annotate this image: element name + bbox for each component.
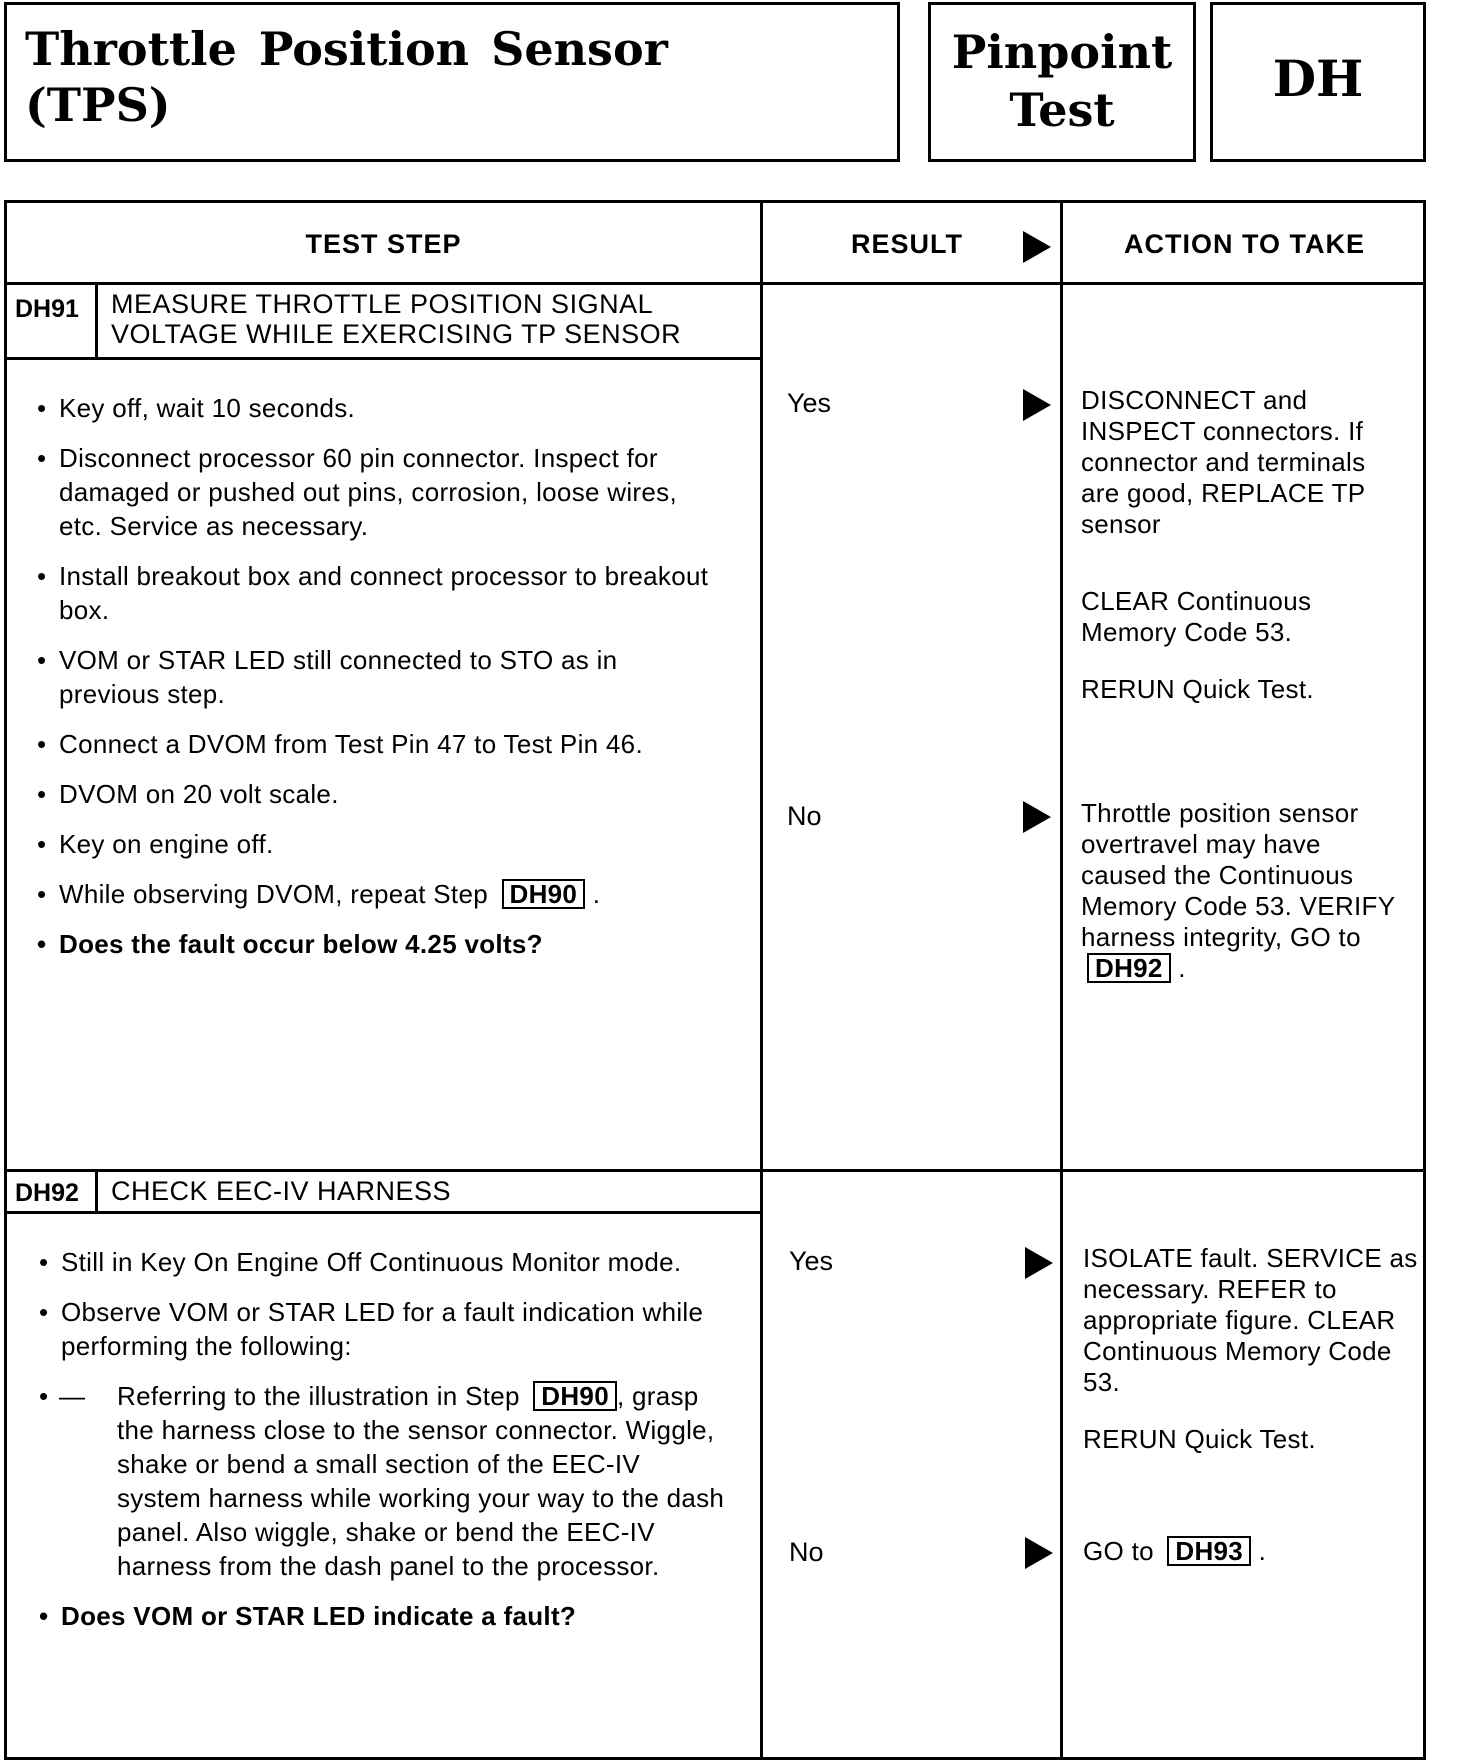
result-no-dh91: No <box>787 801 822 831</box>
column-divider-1 <box>760 203 763 1757</box>
column-divider-2 <box>1060 203 1063 1757</box>
action-yes-dh92 <box>1083 1243 1418 1481</box>
action-text: ISOLATE fault. SERVICE as necessary. REFER to appropriate figure. CLEAR Continuous Memory Code 53. <box>1083 1243 1418 1397</box>
result-arrow-icon <box>1023 801 1051 833</box>
step-question: • Does VOM or STAR LED indicate a fault? <box>15 1599 725 1633</box>
list-item: • Still in Key On Engine Off Continuous Monitor mode. <box>15 1245 725 1279</box>
step-id-divider <box>95 282 98 360</box>
page-title <box>25 21 668 133</box>
test-code-box <box>1210 2 1426 162</box>
step-title-line-1: MEASURE THROTTLE POSITION SIGNAL <box>111 289 654 319</box>
list-item: • Disconnect processor 60 pin connector. Inspect for damaged or pushed out pins, corrosion, loose wires, etc. Service as necessary. <box>13 441 713 543</box>
title-box <box>4 2 900 162</box>
header-action: ACTION TO TAKE <box>1124 229 1365 259</box>
title-line-1: Throttle Position Sensor <box>25 22 668 76</box>
header-test-step: TEST STEP <box>305 229 462 259</box>
step-ref-dh90[interactable]: DH90 <box>533 1381 617 1411</box>
action-text: GO to <box>1083 1536 1154 1566</box>
pinpoint-line-1: Pinpoint <box>951 25 1173 79</box>
step-bullets-dh92 <box>15 1245 725 1649</box>
step-bullets-dh91 <box>13 391 713 977</box>
list-item <box>13 877 713 911</box>
title-line-2: (TPS) <box>25 78 171 132</box>
step-title-dh92: CHECK EEC-IV HARNESS <box>111 1176 452 1206</box>
action-text: DISCONNECT and INSPECT connectors. If connector and terminals are good, REPLACE TP sensor <box>1081 385 1366 539</box>
result-yes-dh92: Yes <box>789 1246 834 1276</box>
action-no-dh91 <box>1081 798 1411 984</box>
result-arrow-icon <box>1025 1537 1053 1569</box>
step-title-line-2: VOLTAGE WHILE EXERCISING TP SENSOR <box>111 319 682 349</box>
sub-item-text: Referring to the illustration in Step <box>117 1381 520 1411</box>
action-text: RERUN Quick Test. <box>1083 1424 1316 1454</box>
step-id-divider <box>95 1169 98 1214</box>
result-arrow-icon <box>1023 389 1051 421</box>
step-title-dh91 <box>111 289 681 349</box>
list-item: • Key on engine off. <box>13 827 713 861</box>
ref-suffix: . <box>1258 1536 1267 1566</box>
header-arrow-icon <box>1023 231 1051 263</box>
action-text: Throttle position sensor overtravel may have caused the Continuous Memory Code 53. VERIFY harness integrity, GO to <box>1081 798 1395 952</box>
ref-suffix: . <box>1178 953 1186 983</box>
action-text: CLEAR Continuous Memory Code 53. <box>1081 586 1312 647</box>
test-table <box>4 200 1426 1760</box>
action-no-dh92 <box>1083 1536 1418 1567</box>
list-item: • VOM or STAR LED still connected to STO as in previous step. <box>13 643 713 711</box>
pinpoint-line-2: Test <box>1009 83 1115 137</box>
ref-suffix: . <box>592 879 601 909</box>
pinpoint-test-label <box>931 23 1193 139</box>
list-item: • Key off, wait 10 seconds. <box>13 391 713 425</box>
step-ref-dh90[interactable]: DH90 <box>502 879 586 909</box>
step-ref-dh92[interactable]: DH92 <box>1087 953 1171 983</box>
header-result: RESULT <box>851 229 963 259</box>
bullet-text: While observing DVOM, repeat Step <box>59 879 488 909</box>
result-yes-dh91: Yes <box>787 388 832 418</box>
step-id-dh92: DH92 <box>15 1179 79 1207</box>
result-no-dh92: No <box>789 1537 824 1567</box>
result-arrow-icon <box>1025 1247 1053 1279</box>
list-item: • Connect a DVOM from Test Pin 47 to Test Pin 46. <box>13 727 713 761</box>
action-yes-dh91 <box>1081 385 1411 731</box>
sub-item <box>59 1379 725 1583</box>
pinpoint-test-box <box>928 2 1196 162</box>
list-item: • DVOM on 20 volt scale. <box>13 777 713 811</box>
step-ref-dh93[interactable]: DH93 <box>1167 1536 1251 1566</box>
step-question: • Does the fault occur below 4.25 volts? <box>13 927 713 961</box>
sub-item-text: , grasp the harness close to the sensor connector. Wiggle, shake or bend a small section of the EEC-IV system harness while working your way to the dash panel. Also wiggle, shake or bend the EEC-IV harness from the dash panel to the processor. <box>117 1381 725 1581</box>
test-code: DH <box>1272 49 1364 108</box>
list-item: • Observe VOM or STAR LED for a fault indication while performing the following: <box>15 1295 725 1363</box>
action-text: RERUN Quick Test. <box>1081 674 1314 704</box>
list-item: • Install breakout box and connect processor to breakout box. <box>13 559 713 627</box>
sub-list <box>15 1379 725 1583</box>
step-id-dh91: DH91 <box>15 295 79 323</box>
